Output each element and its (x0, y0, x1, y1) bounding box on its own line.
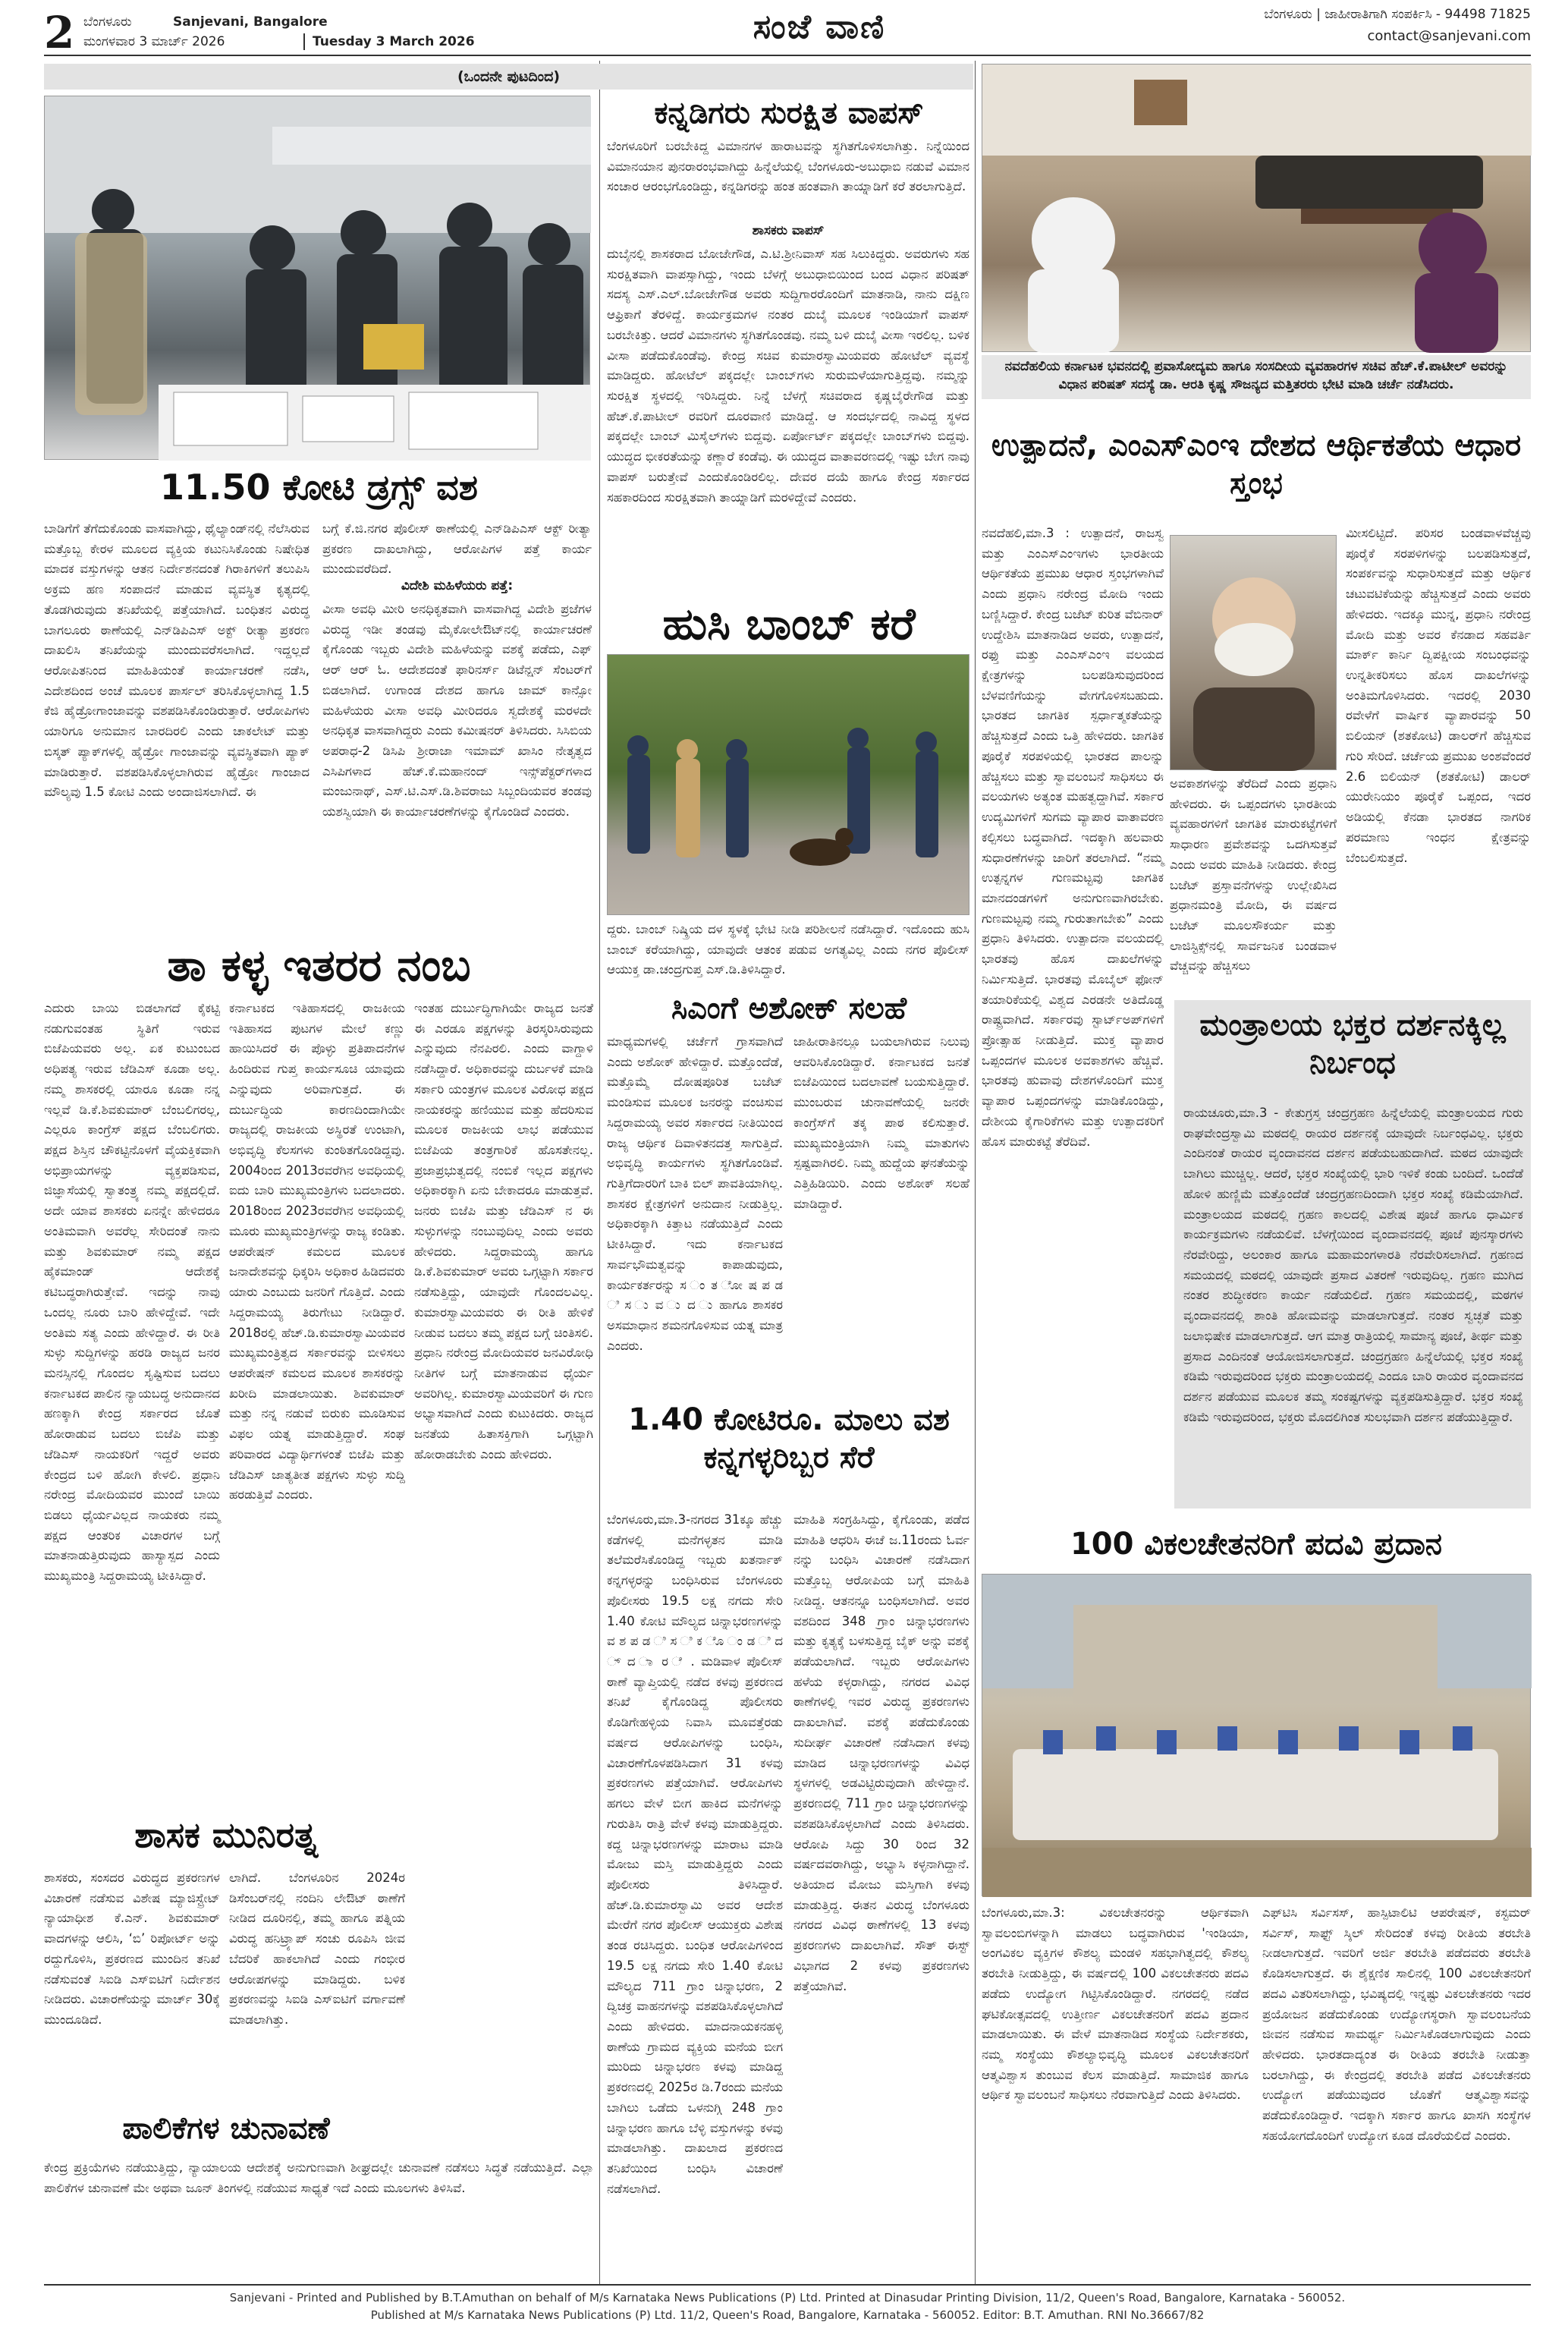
police-officers-illustration (45, 96, 591, 461)
story-drugs-col-a: ಬಾಡಿಗೆಗೆ ತೆಗೆದುಕೊಂಡು ವಾಸವಾಗಿದ್ದು, ಥೈಲ್ಯಾಂಡ್‌ನಲ್ಲಿ ನೆಲೆಸಿರುವ ಮತ್ತೊಬ್ಬ ಕೇರಳ ಮೂಲದ ವ್ಯಕ್ತಿಯ ಕಟುನಿಸಿಕೊಂಡು ನಿಷೇಧಿತ ಮಾದಕ ವಸ್ತುಗಳನ್ನು ಆತನ ನಿರ್ದೇಶನದಂತೆ ಗಿರಾಕಿಗಳಿಗೆ ತಲುಪಿಸಿ ಅಕ್ರಮ ಹಣ ಸಂಪಾದನೆ ಮಾಡುವ ವ್ಯವಸ್ಥಿತ ಕೃತ್ಯದಲ್ಲಿ ತೊಡಗಿರುವುದು ತನಿಖೆಯಲ್ಲಿ ಪತ್ತೆಯಾಗಿದೆ. ಬಂಧಿತನ ವಿರುದ್ಧ ಬಾಗಲೂರು ಠಾಣೆಯಲ್ಲಿ ಎನ್‌ಡಿಪಿಎಸ್ ಅಕ್ಟ್ ರೀತ್ಯಾ ಪ್ರಕರಣ ದಾಖಲಿಸಿ ತನಿಖೆಯನ್ನು ಮುಂದುವರೆಸಲಾಗಿದೆ. ಇದ್ದಲ್ಲದೆ ಆರೋಪಿತನಿಂದ ಮಾಹಿತಿಯಂತೆ ಕಾರ್ಯಾಚರಣೆ ನಡೆಸಿ, ಎದೇಶದಿಂದ ಅಂಚೆ ಮೂಲಕ ಪಾರ್ಸಲ್ ತರಿಸಿಕೊಳ್ಳಲಾಗಿದ್ದ 1.5 ಕೆಜಿ ಹೈಡ್ರೋಗಾಂಜಾವನ್ನು ವಶಪಡಿಸಿಕೊಂಡಿರುತ್ತಾರೆ. ಆರೋಪಿಗಳು ಯಾರಿಗೂ ಅನುಮಾನ ಬಾರದಿರಲಿ ಎಂದು ಚಾಕಲೇಟ್ ಮತ್ತು ಬಿಸ್ಕತ್ ಪ್ಯಾಕ್‌ಗಳಲ್ಲಿ ಹೈಡ್ರೋ ಗಾಂಜಾವನ್ನು ವ್ಯವಸ್ಥಿತವಾಗಿ ಪ್ಯಾಕ್ ಮಾಡಿರುತ್ತಾರೆ. ವಶಪಡಿಸಿಕೊಳ್ಳಲಾಗಿರುವ ಹೈಡ್ರೋ ಗಾಂಜಾದ ಮೌಲ್ಯವು 1.5 ಕೋಟಿ ಎಂದು ಅಂದಾಜಿಸಲಾಗಿದೆ. ಈ (44, 521, 310, 800)
meeting-room-illustration (982, 64, 1532, 353)
headline-drugs-seized: 11.50 ಕೋಟಿ ಡ್ರಗ್ಸ್ ವಶ (160, 467, 478, 508)
column-rule-2 (975, 61, 976, 2284)
headline-kannadigas-return: ಕನ್ನಡಿಗರು ಸುರಕ್ಷಿತ ವಾಪಸ್ (654, 96, 924, 131)
footer-rule (44, 2284, 1531, 2286)
footer-imprint (44, 2289, 1531, 2323)
story-ashok-col-b: ಜಾಹೀರಾತಿನಲ್ಲೂ ಬಯಲಾಗಿರುವ ನಿಲುವು ಆವರಿಸಿಕೊಂಡಿದ್ದಾರೆ. ಕರ್ನಾಟಕದ ಜನತೆ ಬಿಜೆಪಿಯಿಂದ ಬದಲಾವಣೆ ಬಯಸುತ್ತಿದ್ದಾರೆ. ಮುಂಬರುವ ಚುನಾವಣೆಯಲ್ಲಿ ಜನರೇ ಕಾಂಗ್ರೆಸ್‌ಗೆ ತಕ್ಕ ಪಾಠ ಕಲಿಸುತ್ತಾರೆ. ಮುಖ್ಯಮಂತ್ರಿಯಾಗಿ ನಿಮ್ಮ ಮಾತುಗಳು ಸ್ಪಷ್ಟವಾಗಿರಲಿ. ನಿಮ್ಮ ಹುದ್ದೆಯ ಘನತೆಯನ್ನು ಎತ್ತಿಹಿಡಿಯಿರಿ. ಎಂದು ಅಶೋಕ್ ಸಲಹೆ ಮಾಡಿದ್ದಾರೆ. (793, 1034, 969, 1211)
header-date-kn: ಮಂಗಳವಾರ 3 ಮಾರ್ಚ್ 2026 (83, 34, 225, 49)
story-graduation-col-a: ಬೆಂಗಳೂರು,ಮಾ.3: ವಿಕಲಚೇತನರನ್ನು ಆರ್ಥಿಕವಾಗಿ ಸ್ವಾವಲಂಬಿಗಳನ್ನಾಗಿ ಮಾಡಲು ಬದ್ಧವಾಗಿರುವ 'ಇಂಡಿಯಾ, ಅಂಗವಿಕಲ ವ್ಯಕ್ತಿಗಳ ಕೌಶಲ್ಯ ಮಂಡಳಿ ಸಹಭಾಗಿತ್ವದಲ್ಲಿ ಕೌಶಲ್ಯ ತರಬೇತಿ ನೀಡುತ್ತಿದ್ದು, ಈ ವರ್ಷದಲ್ಲಿ 100 ವಿಕಲಚೇತನರು ಪದವಿ ಪಡೆದು ಉದ್ಯೋಗ ಗಿಟ್ಟಿಸಿಕೊಂಡಿದ್ದಾರೆ. ನಗರದಲ್ಲಿ ನಡೆದ ಘಟಿಕೋತ್ಸವದಲ್ಲಿ ಉತ್ತೀರ್ಣ ವಿಕಲಚೇತನರಿಗೆ ಪದವಿ ಪ್ರದಾನ ಮಾಡಲಾಯಿತು. ಈ ವೇಳೆ ಮಾತನಾಡಿದ ಸಂಸ್ಥೆಯ ನಿರ್ದೇಶಕರು, ನಮ್ಮ ಸಂಸ್ಥೆಯು ಕೌಶಲ್ಯಾಭಿವೃದ್ಧಿ ಮೂಲಕ ವಿಕಲಚೇತನರಿಗೆ ಆತ್ಮವಿಶ್ವಾಸ ತುಂಬುವ ಕೆಲಸ ಮಾಡುತ್ತಿದೆ. ಸಾಮಾಜಿಕ ಹಾಗೂ ಆರ್ಥಿಕ ಸ್ವಾವಲಂಬನೆ ಸಾಧಿಸಲು ನೆರವಾಗುತ್ತಿದೆ ಎಂದು ತಿಳಿಸಿದರು. (982, 1905, 1249, 2103)
story-drugs-col-b-intro: ಬಗ್ಗೆ ಕೆ.ಜಿ.ನಗರ ಪೊಲೀಸ್ ಠಾಣೆಯಲ್ಲಿ ಎನ್‌ಡಿಪಿಎಸ್ ಆಕ್ಟ್ ರೀತ್ಯಾ ಪ್ರಕರಣ ದಾಖಲಾಗಿದ್ದು, ಆರೋಪಿಗಳ ಪತ್ತೆ ಕಾರ್ಯ ಮುಂದುವರೆದಿದೆ. (322, 521, 592, 577)
footer-line-1: Sanjevani - Printed and Published by B.T.Amuthan on behalf of M/s Karnataka News Publications (P) Ltd. Printed at Dinasudar Printing Division, 11/2, Queen's Road, Bangalore, Karnataka - 560052. (229, 2291, 1346, 2305)
story-ashok-col-a: ಮಾಧ್ಯಮಗಳಲ್ಲಿ ಚರ್ಚೆಗೆ ಗ್ರಾಸವಾಗಿದೆ ಎಂದು ಅಶೋಕ್ ಹೇಳಿದ್ದಾರೆ. ಮತ್ತೊಂದೆಡೆ, ಮತ್ತೊಮ್ಮೆ ದೋಷಪೂರಿತ ಬಜೆಟ್ ಮಂಡಿಸುವ ಮೂಲಕ ಜನರನ್ನು ವಂಚಿಸುವ ಸಿದ್ದರಾಮಯ್ಯ ಅವರ ಸರ್ಕಾರದ ನೀತಿಯಿಂದ ರಾಜ್ಯ ಆರ್ಥಿಕ ದಿವಾಳಿತನದತ್ತ ಸಾಗುತ್ತಿದೆ. ಅಭಿವೃದ್ಧಿ ಕಾರ್ಯಗಳು ಸ್ಥಗಿತಗೊಂಡಿವೆ. ಗುತ್ತಿಗೆದಾರರಿಗೆ ಬಾಕಿ ಬಿಲ್ ಪಾವತಿಯಾಗಿಲ್ಲ. ಶಾಸಕರ ಕ್ಷೇತ್ರಗಳಿಗೆ ಅನುದಾನ ನೀಡುತ್ತಿಲ್ಲ. ಅಧಿಕಾರಕ್ಕಾಗಿ ಕಿತ್ತಾಟ ನಡೆಯುತ್ತಿದೆ ಎಂದು ಟೀಕಿಸಿದ್ದಾರೆ. ಇದು ಕರ್ನಾಟಕದ ಸಾರ್ವಭೌಮತ್ವವನ್ನು ಕಾಪಾಡುವುದು, ಕಾರ್ಯಕರ್ತರನ್ನು ಸ ಂ ತ ೋ ಷ ಪ ಡ ಿ ಸ ು ವ ು ದ ು ಹಾಗೂ ಶಾಸಕರ ಅಸಮಾಧಾನ ಶಮನಗೊಳಿಸುವ ಯತ್ನ ಮಾತ್ರ ಎಂದರು. (607, 1034, 783, 1353)
headline-burglars-arrested: 1.40 ಕೋಟಿರೂ. ಮಾಲು ವಶ ಕನ್ನಗಳ್ಳರಿಬ್ಬರ ಸೆರೆ (628, 1402, 950, 1475)
story-munirathna-col-b: ಲಾಗಿದೆ. ಬೆಂಗಳೂರಿನ 2024ರ ಡಿಸೆಂಬರ್‌ನಲ್ಲಿ ನಂದಿನಿ ಲೇಔಟ್ ಠಾಣೆಗೆ ನೀಡಿದ ದೂರಿನಲ್ಲಿ, ತಮ್ಮ ಹಾಗೂ ಪತ್ನಿಯ ವಿರುದ್ಧ ಹನಿಟ್ರ್ಯಾಪ್ ಸಂಚು ರೂಪಿಸಿ ಜೀವ ಬೆದರಿಕೆ ಹಾಕಲಾಗಿದೆ ಎಂದು ಗಂಭೀರ ಆರೋಪಗಳನ್ನು ಮಾಡಿದ್ದರು. ಬಳಿಕ ಪ್ರಕರಣವನ್ನು ಸಿಐಡಿ ಎಸ್‌ಐಟಿಗೆ ವರ್ಗಾವಣೆ ಮಾಡಲಾಗಿತ್ತು. (229, 1870, 405, 2028)
headline-hoax-bomb-call: ಹುಸಿ ಬಾಂಬ್ ಕರೆ (662, 598, 916, 650)
headline-mla-munirathna: ಶಾಸಕ ಮುನಿರತ್ನ (134, 1814, 318, 1855)
story-civic-polls: ಕೇಂದ್ರ ಪ್ರಕ್ರಿಯೆಗಳು ನಡೆಯುತ್ತಿದ್ದು, ನ್ಯಾಯಾಲಯ ಆದೇಶಕ್ಕೆ ಅನುಗುಣವಾಗಿ ಶೀಘ್ರದಲ್ಲೇ ಚುನಾವಣೆ ನಡೆಸಲು ಸಿದ್ಧತೆ ನಡೆಯುತ್ತಿದೆ. ಎಲ್ಲಾ ಪಾಲಿಕೆಗಳ ಚುನಾವಣೆ ಮೇ ಅಥವಾ ಜೂನ್ ತಿಂಗಳಲ್ಲಿ ನಡೆಯುವ ಸಾಧ್ಯತೆ ಇದೆ ಎಂದು ಮೂಲಗಳು ತಿಳಿಸಿವೆ. (44, 2160, 594, 2195)
graduation-group-photo (982, 1574, 1531, 1896)
column-rule-1 (599, 61, 600, 2284)
story-burglars-col-b: ಮಾಹಿತಿ ಸಂಗ್ರಹಿಸಿದ್ದು, ಕೈಗೊಂಡು, ಪಡೆದ ಮಾಹಿತಿ ಆಧರಿಸಿ ಈಚೆ ಜ.11ರಂದು ಓರ್ವ ನನ್ನು ಬಂಧಿಸಿ ವಿಚಾರಣೆ ನಡೆಸಿದಾಗ ಮತ್ತೊಬ್ಬ ಆರೋಪಿಯ ಬಗ್ಗೆ ಮಾಹಿತಿ ನೀಡಿದ್ದ. ಆತನನ್ನೂ ಬಂಧಿಸಲಾಗಿದೆ. ಅವರ ವಶದಿಂದ 348 ಗ್ರಾಂ ಚಿನ್ನಾಭರಣಗಳು ಮತ್ತು ಕೃತ್ಯಕ್ಕೆ ಬಳಸುತ್ತಿದ್ದ ಬೈಕ್ ಅನ್ನು ವಶಕ್ಕೆ ಪಡೆಯಲಾಗಿದೆ. ಇಬ್ಬರು ಆರೋಪಿಗಳು ಹಳೆಯ ಕಳ್ಳರಾಗಿದ್ದು, ನಗರದ ವಿವಿಧ ಠಾಣೆಗಳಲ್ಲಿ ಇವರ ವಿರುದ್ಧ ಪ್ರಕರಣಗಳು ದಾಖಲಾಗಿವೆ. ವಶಕ್ಕೆ ಪಡೆದುಕೊಂಡು ಸುದೀರ್ಘ ವಿಚಾರಣೆ ನಡೆಸಿದಾಗ ಕಳವು ಮಾಡಿದ ಚಿನ್ನಾಭರಣಗಳನ್ನು ವಿವಿಧ ಸ್ಥಳಗಳಲ್ಲಿ ಅಡವಿಟ್ಟಿರುವುದಾಗಿ ಹೇಳಿದ್ದಾನೆ. ಪ್ರಕರಣದಲ್ಲಿ 711 ಗ್ರಾಂ ಚಿನ್ನಾಭರಣಗಳನ್ನು ವಶಪಡಿಸಿಕೊಳ್ಳಲಾಗಿದೆ ಎಂದು ತಿಳಿಸಿದರು. ಆರೋಪಿ ಸಿದ್ದು 30 ರಿಂದ 32 ವರ್ಷದವರಾಗಿದ್ದು, ಅಭ್ಯಾಸಿ ಕಳ್ಳನಾಗಿದ್ದಾನೆ. ಅತಿಯಾದ ಮೋಜು ಮಸ್ತಿಗಾಗಿ ಕಳವು ಮಾಡುತ್ತಿದ್ದ. ಈತನ ವಿರುದ್ಧ ಬೆಂಗಳೂರು ನಗರದ ವಿವಿಧ ಠಾಣೆಗಳಲ್ಲಿ 13 ಕಳವು ಪ್ರಕರಣಗಳು ದಾಖಲಾಗಿವೆ. ಸೌತ್ ಈಸ್ಟ್ ವಿಭಾಗದ 2 ಕಳವು ಪ್ರಕರಣಗಳು ಪತ್ತೆಯಾಗಿವೆ. (793, 1512, 969, 1993)
subhead-foreign-women: ವಿದೇಶಿ ಮಹಿಳೆಯರು ಪತ್ತೆ: (401, 578, 514, 593)
header-contact-email: contact@sanjevani.com (1367, 28, 1531, 44)
bomb-squad-illustration (608, 655, 970, 916)
story-mantralaya: ರಾಯಚೂರು,ಮಾ.3 - ಕೇತುಗ್ರಸ್ತ ಚಂದ್ರಗ್ರಹಣ ಹಿನ್ನೆಲೆಯಲ್ಲಿ ಮಂತ್ರಾಲಯದ ಗುರು ರಾಘವೇಂದ್ರಸ್ವಾಮಿ ಮಠದಲ್ಲಿ ರಾಯರ ದರ್ಶನಕ್ಕೆ ಯಾವುದೇ ನಿರ್ಬಂಧವಿಲ್ಲ. ಭಕ್ತರು ಎಂದಿನಂತೆ ರಾಯರ ವೃಂದಾವನದ ದರ್ಶನ ಪಡೆಯಬಹುದಾಗಿದೆ. ಮಠದ ಯಾವುದೇ ಬಾಗಿಲು ಮುಚ್ಚಿಲ್ಲ. ಆದರೆ, ಭಕ್ತರ ಸಂಖ್ಯೆಯಲ್ಲಿ ಭಾರಿ ಇಳಿಕೆ ಕಂಡು ಬಂದಿದೆ. ಒಂದೆಡೆ ಹೋಳಿ ಹುಣ್ಣಿಮೆ ಮತ್ತೊಂದೆಡೆ ಚಂದ್ರಗ್ರಹಣದಿಂದಾಗಿ ಭಕ್ತರ ಸಂಖ್ಯೆ ಕಡಿಮೆಯಾಗಿದೆ. ಮಂತ್ರಾಲಯದ ಮಠದಲ್ಲಿ ಗ್ರಹಣ ಕಾಲದಲ್ಲಿ ವಿಶೇಷ ಪೂಜೆ ಹಾಗೂ ಧಾರ್ಮಿಕ ಕಾರ್ಯಕ್ರಮಗಳು ನಡೆಯಲಿವೆ. ಬೆಳಗ್ಗೆಯಿಂದ ವೃಂದಾವನದಲ್ಲಿ ಪೂಜೆ ಪುನಸ್ಕಾರಗಳು ನೆರವೇರಿದ್ದು, ಅಲಂಕಾರ ಹಾಗೂ ಮಹಾಮಂಗಳಾರತಿ ನೆರವೇರಿಸಲಾಗಿದೆ. ಗ್ರಹಣದ ಸಮಯದಲ್ಲಿ ಮಠದಲ್ಲಿ ಯಾವುದೇ ಪ್ರಸಾದ ವಿತರಣೆ ಇರುವುದಿಲ್ಲ. ಗ್ರಹಣ ಮುಗಿದ ನಂತರ ಶುದ್ಧೀಕರಣ ಕಾರ್ಯ ನಡೆಯಲಿದೆ. ಗ್ರಹಣ ಸಮಯದಲ್ಲಿ, ಮಠಗಳ ವೃಂದಾವನದಲ್ಲಿ ಶಾಂತಿ ಹೋಮವನ್ನು ಮಾಡಲಾಗುತ್ತದೆ. ನಂತರ ಸ್ವಚ್ಛತೆ ಮತ್ತು ಜಲಾಭಿಷೇಕ ಮಾಡಲಾಗುತ್ತದೆ. ಆಗ ಮಾತ್ರ ರಾತ್ರಿಯಲ್ಲಿ ಸಾಮಾನ್ಯ ಪೂಜೆ, ತೀರ್ಥ ಮತ್ತು ಪ್ರಸಾದ ಎಂದಿನಂತೆ ಆಯೋಜಿಸಲಾಗುತ್ತದೆ. ಚಂದ್ರಗ್ರಹಣ ಹಿನ್ನೆಲೆಯಲ್ಲಿ ಭಕ್ತರ ಸಂಖ್ಯೆ ಕಡಿಮೆ ಇರುವುದರಿಂದ ಭಕ್ತರು ಮಂತ್ರಾಲಯದಲ್ಲಿ ಎಂದೂ ಬಾರಿ ರಾಯರ ವೃಂದಾವನದ ದರ್ಶನ ಪಡೆಯುವ ಮೂಲಕ ತಮ್ಮ ಸಂಕಷ್ಟಗಳನ್ನು ವ್ಯಕ್ತಪಡಿಸುತ್ತಿದ್ದಾರೆ. ಭಕ್ತರ ಸಂಖ್ಯೆ ಕಡಿಮೆ ಇರುವುದರಿಂದ, ಭಕ್ತರು ಮೊದಲಿಗಿಂತ ಸುಲಭವಾಗಿ ದರ್ಶನ ಪಡೆಯುತ್ತಿದ್ದಾರೆ. (1183, 1106, 1523, 1424)
photo-caption-meeting: ನವದೆಹಲಿಯ ಕರ್ನಾಟಕ ಭವನದಲ್ಲಿ ಪ್ರವಾಸೋದ್ಯಮ ಹಾಗೂ ಸಂಸದೀಯ ವ್ಯವಹಾರಗಳ ಸಚಿವ ಹೆಚ್.ಕೆ.ಪಾಟೀಲ್ ಅವರನ್ನು ವಿಧಾನ ಪರಿಷತ್ ಸದಸ್ಯೆ ಡಾ. ಆರತಿ ಕೃಷ್ಣ ಸೌಜನ್ಯದ ಮತ್ತಿತರರು ಭೇಟಿ ಮಾಡಿ ಚರ್ಚೆ ನಡೆಸಿದರು. (982, 355, 1531, 399)
story-burglars-col-a: ಬೆಂಗಳೂರು,ಮಾ.3-ನಗರದ 31ಕ್ಕೂ ಹೆಚ್ಚು ಕಡೆಗಳಲ್ಲಿ ಮನೆಗಳ್ಳತನ ಮಾಡಿ ತಲೆಮರೆಸಿಕೊಂಡಿದ್ದ ಇಬ್ಬರು ಖತರ್ನಾಕ್ ಕನ್ನಗಳ್ಳರನ್ನು ಬಂಧಿಸಿರುವ ಬೆಂಗಳೂರು ಪೊಲೀಸರು 19.5 ಲಕ್ಷ ನಗದು ಸೇರಿ 1.40 ಕೋಟಿ ಮೌಲ್ಯದ ಚಿನ್ನಾಭರಣಗಳನ್ನು ವ ಶ ಪ ಡ ಿ ಸ ಿ ಕ ೊ ಂ ಡ ಿ ದ ್ ದ ಾ ರ ೆ . ಮಡಿವಾಳ ಪೊಲೀಸ್ ಠಾಣೆ ವ್ಯಾಪ್ತಿಯಲ್ಲಿ ನಡೆದ ಕಳವು ಪ್ರಕರಣದ ತನಿಖೆ ಕೈಗೊಂಡಿದ್ದ ಪೊಲೀಸರು ಕೊಡಿಗೇಹಳ್ಳಿಯ ನಿವಾಸಿ ಮೂವತ್ತೆರಡು ವರ್ಷದ ಆರೋಪಿಗಳನ್ನು ಬಂಧಿಸಿ, ವಿಚಾರಣೆಗೊಳಪಡಿಸಿದಾಗ 31 ಕಳವು ಪ್ರಕರಣಗಳು ಪತ್ತೆಯಾಗಿವೆ. ಆರೋಪಿಗಳು ಹಗಲು ವೇಳೆ ಬೀಗ ಹಾಕಿದ ಮನೆಗಳನ್ನು ಗುರುತಿಸಿ ರಾತ್ರಿ ವೇಳೆ ಕಳವು ಮಾಡುತ್ತಿದ್ದರು. ಕದ್ದ ಚಿನ್ನಾಭರಣಗಳನ್ನು ಮಾರಾಟ ಮಾಡಿ ಮೋಜು ಮಸ್ತಿ ಮಾಡುತ್ತಿದ್ದರು ಎಂದು ಪೊಲೀಸರು ತಿಳಿಸಿದ್ದಾರೆ. ಹೆಚ್.ಡಿ.ಕುಮಾರಸ್ವಾಮಿ ಅವರ ಆದೇಶ ಮೇರೆಗೆ ನಗರ ಪೊಲೀಸ್ ಆಯುಕ್ತರು ವಿಶೇಷ ತಂಡ ರಚಿಸಿದ್ದರು. ಬಂಧಿತ ಆರೋಪಿಗಳಿಂದ 19.5 ಲಕ್ಷ ನಗದು ಸೇರಿ 1.40 ಕೋಟಿ ಮೌಲ್ಯದ 711 ಗ್ರಾಂ ಚಿನ್ನಾಭರಣ, 2 ದ್ವಿಚಕ್ರ ವಾಹನಗಳನ್ನು ವಶಪಡಿಸಿಕೊಳ್ಳಲಾಗಿದೆ ಎಂದು ಹೇಳಿದರು. ಮಾದನಾಯಕನಹಳ್ಳಿ ಠಾಣೆಯ ಗ್ರಾಮದ ವ್ಯಕ್ತಿಯ ಮನೆಯ ಬೀಗ ಮುರಿದು ಚಿನ್ನಾಭರಣ ಕಳವು ಮಾಡಿದ್ದ ಪ್ರಕರಣದಲ್ಲಿ 2025ರ ಡಿ.7ರಂದು ಮನೆಯ ಬಾಗಿಲು ಒಡೆದು ಒಳನುಗ್ಗಿ 248 ಗ್ರಾಂ ಚಿನ್ನಾಭರಣ ಹಾಗೂ ಬೆಳ್ಳಿ ವಸ್ತುಗಳನ್ನು ಕಳವು ಮಾಡಲಾಗಿತ್ತು. ದಾಖಲಾದ ಪ್ರಕರಣದ ತನಿಖೆಯಿಂದ ಬಂಧಿಸಿ ವಿಚಾರಣೆ ನಡೆಸಲಾಗಿದೆ. (607, 1512, 783, 2196)
drug-seizure-photo (44, 96, 590, 460)
header-city-en: Sanjevani, Bangalore (173, 14, 328, 30)
headline-civic-polls: ಪಾಲಿಕೆಗಳ ಚುನಾವಣೆ (122, 2111, 330, 2146)
headline-graduation: 100 ವಿಕಲಚೇತನರಿಗೆ ಪದವಿ ಪ್ರದಾನ (1070, 1527, 1443, 1562)
subhead-mlas-return: ಶಾಸಕರು ವಾಪಸ್ (752, 223, 825, 238)
group-photo-illustration (982, 1575, 1532, 1897)
footer-line-2: Published at M/s Karnataka News Publications (P) Ltd. 11/2, Queen's Road, Bangalore, Karnataka - 560052. Editor: B.T. Amuthan. RNI No.36667/82 (370, 2308, 1205, 2322)
headline-msme-pillar: ಉತ್ಪಾದನೆ, ಎಂಎಸ್‌ಎಂಇ ದೇಶದ ಆರ್ಥಿಕತೆಯ ಆಧಾರ ಸ್ತಂಭ (991, 428, 1522, 501)
story-munirathna-col-a: ಶಾಸಕರು, ಸಂಸದರ ವಿರುದ್ಧದ ಪ್ರಕರಣಗಳ ವಿಚಾರಣೆ ನಡೆಸುವ ವಿಶೇಷ ಮ್ಯಾಜಿಸ್ಟ್ರೇಟ್ ನ್ಯಾಯಾಧೀಶ ಕೆ.ಎನ್. ಶಿವಕುಮಾರ್ ವಾದಗಳನ್ನು ಆಲಿಸಿ, ‘ಬಿ’ ರಿಪೋರ್ಟ್ ಅನ್ನು ರದ್ದುಗೊಳಿಸಿ, ಪ್ರಕರಣದ ಮುಂದಿನ ತನಿಖೆ ನಡೆಸುವಂತೆ ಸಿಐಡಿ ಎಸ್‌ಐಟಿಗೆ ನಿರ್ದೇಶನ ನೀಡಿದರು. ವಿಚಾರಣೆಯನ್ನು ಮಾರ್ಚ್ 30ಕ್ಕೆ ಮುಂದೂಡಿದೆ. (44, 1870, 220, 2028)
story-cm-col-a: ಎದುರು ಬಾಯಿ ಬಿಡಲಾಗದೆ ಕೈಕಟ್ಟಿ ನಡುಗುವಂತಹ ಸ್ಥಿತಿಗೆ ಇರುವ ಬಿಜೆಪಿಯವರು ಅಲ್ಲ. ಏಕ ಕುಟುಂಬದ ಅಧಿಪತ್ಯ ಇರುವ ಜೆಡಿಎಸ್ ಕೂಡಾ ಅಲ್ಲ. ನಮ್ಮ ಶಾಸಕರಲ್ಲಿ ಯಾರೂ ಕೂಡಾ ನನ್ನ ಇಲ್ಲವೆ ಡಿ.ಕೆ.ಶಿವಕುಮಾರ್ ಬೆಂಬಲಿಗರಲ್ಲ, ಎಲ್ಲರೂ ಕಾಂಗ್ರೆಸ್ ಪಕ್ಷದ ಬೆಂಬಲಿಗರು. ಪಕ್ಷದ ಶಿಸ್ತಿನ ಚೌಕಟ್ಟಿನೊಳಗೆ ವೈಯಕ್ತಿಕವಾಗಿ ಅಭಿಪ್ರಾಯಗಳನ್ನು ವ್ಯಕ್ತಪಡಿಸುವ, ಜಿಜ್ಞಾಸೆಯಲ್ಲಿ ಸ್ವಾತಂತ್ರ್ಯ ನಮ್ಮ ಪಕ್ಷದಲ್ಲಿದೆ. ಅದೇ ಯಾವ ಶಾಸಕರು ಏನನ್ನೇ ಹೇಳಿದರೂ ಅಂತಿಮವಾಗಿ ಅವರೆಲ್ಲ ಸೇರಿದಂತೆ ನಾನು ಮತ್ತು ಶಿವಕುಮಾರ್ ನಮ್ಮ ಪಕ್ಷದ ಹೈಕಮಾಂಡ್ ಆದೇಶಕ್ಕೆ ಕಟಿಬದ್ಧರಾಗಿರುತ್ತೇವೆ. ಇದನ್ನು ನಾವು ಒಂದಲ್ಲ ನೂರು ಬಾರಿ ಹೇಳಿದ್ದೇವೆ. ಇದೇ ಅಂತಿಮ ಸತ್ಯ ಎಂದು ಹೇಳಿದ್ದಾರೆ. ಈ ರೀತಿ ಸುಳ್ಳು ಸುದ್ದಿಗಳನ್ನು ಹರಡಿ ರಾಜ್ಯದ ಜನರ ಮನಸ್ಸಿನಲ್ಲಿ ಗೊಂದಲ ಸೃಷ್ಟಿಸುವ ಬದಲು ಕರ್ನಾಟಕದ ಪಾಲಿನ ನ್ಯಾಯಬದ್ಧ ಅನುದಾನದ ಹಣಕ್ಕಾಗಿ ಕೇಂದ್ರ ಸರ್ಕಾರದ ಜೊತೆ ಹೋರಾಡುವ ಬದಲು ಬಿಜೆಪಿ ಮತ್ತು ಜೆಡಿಎಸ್ ನಾಯಕರಿಗೆ ಇದ್ದರೆ ಅವರು ಕೇಂದ್ರದ ಬಳಿ ಹೋಗಿ ಕೇಳಲಿ. ಪ್ರಧಾನಿ ನರೇಂದ್ರ ಮೋದಿಯವರ ಮುಂದೆ ಬಾಯಿ ಬಿಡಲು ಧೈರ್ಯವಿಲ್ಲದ ನಾಯಕರು ನಮ್ಮ ಪಕ್ಷದ ಆಂತರಿಕ ವಿಚಾರಗಳ ಬಗ್ಗೆ ಮಾತನಾಡುತ್ತಿರುವುದು ಹಾಸ್ಯಾಸ್ಪದ ಎಂದು ಮುಖ್ಯಮಂತ್ರಿ ಸಿದ್ದರಾಮಯ್ಯ ಟೀಕಿಸಿದ್ದಾರೆ. (44, 1001, 220, 1584)
header-city-kn: ಬೆಂಗಳೂರು (83, 14, 132, 30)
story-hoax-bomb: ದ್ದರು. ಬಾಂಬ್ ನಿಷ್ಕ್ರಿಯ ದಳ ಸ್ಥಳಕ್ಕೆ ಭೇಟಿ ನೀಡಿ ಪರಿಶೀಲನೆ ನಡೆಸಿದ್ದಾರೆ. ಇದೊಂದು ಹುಸಿ ಬಾಂಬ್ ಕರೆಯಾಗಿದ್ದು, ಯಾವುದೇ ಆತಂಕ ಪಡುವ ಅಗತ್ಯವಿಲ್ಲ ಎಂದು ನಗರ ಪೊಲೀಸ್ ಆಯುಕ್ತ ಡಾ.ಚಂದ್ರಗುಪ್ತ ಎಸ್.ಡಿ.ತಿಳಿಸಿದ್ದಾರೆ. (607, 922, 969, 977)
story-msme-col-c: ಮೀಸಲಿಟ್ಟಿದೆ. ಪರಿಸರ ಬಂಡವಾಳವೆಚ್ಚವು ಪೂರೈಕೆ ಸರಪಳಿಗಳನ್ನು ಬಲಪಡಿಸುತ್ತದೆ, ಸಂಪರ್ಕವನ್ನು ಸುಧಾರಿಸುತ್ತದೆ ಮತ್ತು ಆರ್ಥಿಕ ಚಟುವಟಿಕೆಯನ್ನು ಹೆಚ್ಚಿಸುತ್ತದೆ ಎಂದು ಅವರು ಹೇಳಿದರು. ಇದಕ್ಕೂ ಮುನ್ನ, ಪ್ರಧಾನಿ ನರೇಂದ್ರ ಮೋದಿ ಮತ್ತು ಅವರ ಕೆನಡಾದ ಸಹವರ್ತಿ ಮಾರ್ಕ್ ಕಾರ್ನಿ ದ್ವಿಪಕ್ಷೀಯ ಸಂಬಂಧವನ್ನು ಉನ್ನತೀಕರಿಸಲು ಹೊಸ ದಾಖಲೆಗಳನ್ನು ಅಂತಿಮಗೊಳಿಸಿದರು. ಇದರಲ್ಲಿ 2030 ರವೇಳೆಗೆ ವಾರ್ಷಿಕ ವ್ಯಾಪಾರವನ್ನು 50 ಬಿಲಿಯನ್ (ಶತಕೋಟಿ) ಡಾಲರ್‌ಗೆ ಹೆಚ್ಚಿಸುವ ಗುರಿ ಸೇರಿದೆ. ಚರ್ಚೆಯ ಪ್ರಮುಖ ಅಂಶವೆಂದರೆ 2.6 ಬಿಲಿಯನ್ (ಶತಕೋಟಿ) ಡಾಲರ್ ಯುರೇನಿಯಂ ಪೂರೈಕೆ ಒಪ್ಪಂದ, ಇದರ ಅಡಿಯಲ್ಲಿ ಕೆನಡಾ ಭಾರತದ ನಾಗರಿಕ ಪರಮಾಣು ಇಂಧನ ಕ್ಷೇತ್ರವನ್ನು ಬೆಂಬಲಿಸುತ್ತದೆ. (1346, 526, 1531, 865)
story-return-body: ದುಬೈನಲ್ಲಿ ಶಾಸಕರಾದ ಬೋಜೇಗೌಡ, ಎ.ಟಿ.ಶ್ರೀನಿವಾಸ್ ಸಹ ಸಿಲುಕಿದ್ದರು. ಅವರುಗಳು ಸಹ ಸುರಕ್ಷಿತವಾಗಿ ವಾಪಸ್ಸಾಗಿದ್ದು, ಇಂದು ಬೆಳಗ್ಗೆ ಅಬುಧಾಬಿಯಿಂದ ಬಂದ ವಿಧಾನ ಪರಿಷತ್ ಸದಸ್ಯ ಎಸ್.ಎಲ್.ಬೋಜೇಗೌಡ ಅವರು ಸುದ್ದಿಗಾರರೊಂದಿಗೆ ಮಾತನಾಡಿ, ನಾನು ದಕ್ಷಿಣ ಆಫ್ರಿಕಾಗೆ ತೆರಳಿದ್ದೆ. ಕಾರ್ಯಕ್ರಮಗಳ ನಂತರ ದುಬೈ ಮೂಲಕ ಇಂಡಿಯಾಗೆ ವಾಪಸ್ ಬರಬೇಕಿತ್ತು. ಆದರೆ ವಿಮಾನಗಳು ಸ್ಥಗಿತಗೊಂಡವು. ನಮ್ಮ ಬಳಿ ದುಬೈ ವೀಸಾ ಇರಲಿಲ್ಲ. ಬಳಿಕ ವೀಸಾ ಪಡೆದುಕೊಂಡೆವು. ಕೇಂದ್ರ ಸಚಿವ ಕುಮಾರಸ್ವಾಮಿಯವರು ಹೋಟೆಲ್ ವ್ಯವಸ್ಥೆ ಮಾಡಿದ್ದರು. ಹೋಟೆಲ್ ಪಕ್ಕದಲ್ಲೇ ಬಾಂಬ್‌ಗಳು ಸುರುಮಳೆಯಾಗುತ್ತಿದ್ದವು. ನಮ್ಮನ್ನು ಸುರಕ್ಷಿತ ಸ್ಥಳದಲ್ಲಿ ಇರಿಸಿದ್ದರು. ನಿನ್ನೆ ಬೆಳಗ್ಗೆ ಸಚಿವರಾದ ಕೃಷ್ಣಬೈರೇಗೌಡ ಮತ್ತು ಹೆಚ್.ಕೆ.ಪಾಟೀಲ್ ರವರಿಗೆ ದೂರವಾಣಿ ಮಾಡಿದ್ದೆ. ಆ ಸಂದರ್ಭದಲ್ಲಿ ನಾವಿದ್ದ ಸ್ಥಳದ ಪಕ್ಕದಲ್ಲೇ ಬಾಂಬ್ ಮಿಸೈಲ್‌ಗಳು ಬಿದ್ದವು. ಏರ್ಪೋರ್ಟ್ ಪಕ್ಕದಲ್ಲೇ ಬಾಂಬ್‌ಗಳು ಬಿದ್ದವು. ಯುದ್ಧದ ಭೀಕರತೆಯನ್ನು ಕಣ್ಣಾರೆ ಕಂಡೆವು. ಈ ಯುದ್ಧದ ವಾತಾವರಣದಲ್ಲಿ ಇಷ್ಟು ಬೇಗ ನಾವು ವಾಪಸ್ ಬರುತ್ತೇವೆ ಎಂದುಕೊಂಡಿರಲಿಲ್ಲ. ದೇವರ ದಯೆ ಹಾಗೂ ಕೇಂದ್ರ ಸರ್ಕಾರದ ಸಹಕಾರದಿಂದ ಸುರಕ್ಷಿತವಾಗಿ ತಾಯ್ನಾಡಿಗೆ ಮರಳಿದ್ದೇವೆ ಎಂದರು. (607, 247, 969, 505)
header-rule (44, 55, 1531, 56)
story-return-intro: ಬೆಂಗಳೂರಿಗೆ ಬರಬೇಕಿದ್ದ ವಿಮಾನಗಳ ಹಾರಾಟವನ್ನು ಸ್ಥಗಿತಗೊಳಿಸಲಾಗಿತ್ತು. ನಿನ್ನೆಯಿಂದ ವಿಮಾನಯಾನ ಪುನರಾರಂಭವಾಗಿದ್ದು ಹಿನ್ನೆಲೆಯಲ್ಲಿ ಬೆಂಗಳೂರು-ಅಬುಧಾಬಿ ನಡುವೆ ವಿಮಾನ ಸಂಚಾರ ಆರಂಭಗೊಂಡಿದ್ದು, ಕನ್ನಡಿಗರನ್ನು ಹಂತ ಹಂತವಾಗಿ ತಾಯ್ನಾಡಿಗೆ ಕರೆ ತರಲಾಗುತ್ತಿದೆ. (607, 139, 969, 194)
story-msme-col-b: ಅವಕಾಶಗಳನ್ನು ತೆರೆದಿದೆ ಎಂದು ಪ್ರಧಾನಿ ಹೇಳಿದರು. ಈ ಒಪ್ಪಂದಗಳು ಭಾರತೀಯ ವ್ಯವಹಾರಗಳಿಗೆ ಜಾಗತಿಕ ಮಾರುಕಟ್ಟೆಗಳಿಗೆ ಸಾಧಾರಣ ಪ್ರವೇಶವನ್ನು ಒದಗಿಸುತ್ತವೆ ಎಂದು ಅವರು ಮಾಹಿತಿ ನೀಡಿದರು. ಕೇಂದ್ರ ಬಜೆಟ್ ಪ್ರಸ್ತಾವನೆಗಳನ್ನು ಉಲ್ಲೇಖಿಸಿದ ಪ್ರಧಾನಮಂತ್ರಿ ಮೋದಿ, ಈ ವರ್ಷದ ಬಜೆಟ್ ಮೂಲಸೌಕರ್ಯ ಮತ್ತು ಲಾಜಿಸ್ಟಿಕ್ಸ್‌ನಲ್ಲಿ ಸಾರ್ವಜನಿಕ ಬಂಡವಾಳ ವೆಚ್ಚವನ್ನು ಹೆಚ್ಚಿಸಲು (1170, 776, 1337, 974)
continuation-label: (ಒಂದನೇ ಪುಟದಿಂದ) (457, 68, 561, 85)
headline-thief-trusts: ತಾ ಕಳ್ಳ ಇತರರ ನಂಬ (167, 939, 471, 991)
headline-mantralaya: ಮಂತ್ರಾಲಯ ಭಕ್ತರ ದರ್ಶನಕ್ಕಿಲ್ಲ ನಿರ್ಬಂಧ (1199, 1008, 1506, 1081)
header-ads-line: ಬೆಂಗಳೂರು | ಜಾಹೀರಾತಿಗಾಗಿ ಸಂಪರ್ಕಿಸಿ - 94498 71825 (1264, 7, 1531, 22)
header-date-en: Tuesday 3 March 2026 (313, 34, 475, 49)
story-cm-col-c: ಇಂತಹ ದುರ್ಬುದ್ಧಿಗಾಗಿಯೇ ರಾಜ್ಯದ ಜನತೆ ಈ ಎರಡೂ ಪಕ್ಷಗಳನ್ನು ತಿರಸ್ಕರಿಸಿರುವುದು ಎನ್ನುವುದು ನೆನಪಿರಲಿ. ಎಂದು ವಾಗ್ದಾಳಿ ನಡೆಸಿದ್ದಾರೆ. ಅಧಿಕಾರವನ್ನು ದುರ್ಬಳಕೆ ಮಾಡಿ ಸರ್ಕಾರಿ ಯಂತ್ರಗಳ ಮೂಲಕ ವಿರೋಧ ಪಕ್ಷದ ನಾಯಕರನ್ನು ಹಣಿಯುವ ಮತ್ತು ಹೆದರಿಸುವ ಮೂಲಕ ರಾಜಕೀಯ ಲಾಭ ಪಡೆಯುವ ಬಿಜೆಪಿಯ ತಂತ್ರಗಾರಿಕೆ ಹೊಸತೇನಲ್ಲ. ಪ್ರಜಾಪ್ರಭುತ್ವದಲ್ಲಿ ನಂಬಿಕೆ ಇಲ್ಲದ ಪಕ್ಷಗಳು ಅಧಿಕಾರಕ್ಕಾಗಿ ಏನು ಬೇಕಾದರೂ ಮಾಡುತ್ತವೆ. ಜನರು ಬಿಜೆಪಿ ಮತ್ತು ಜೆಡಿಎಸ್ ನ ಈ ಸುಳ್ಳುಗಳನ್ನು ನಂಬುವುದಿಲ್ಲ ಎಂದು ಅವರು ಹೇಳಿದರು. ಸಿದ್ದರಾಮಯ್ಯ ಹಾಗೂ ಡಿ.ಕೆ.ಶಿವಕುಮಾರ್ ಅವರು ಒಗ್ಗಟ್ಟಾಗಿ ಸರ್ಕಾರ ನಡೆಸುತ್ತಿದ್ದು, ಯಾವುದೇ ಗೊಂದಲವಿಲ್ಲ. ಕುಮಾರಸ್ವಾಮಿಯವರು ಈ ರೀತಿ ಹೇಳಿಕೆ ನೀಡುವ ಬದಲು ತಮ್ಮ ಪಕ್ಷದ ಬಗ್ಗೆ ಚಿಂತಿಸಲಿ. ಪ್ರಧಾನಿ ನರೇಂದ್ರ ಮೋದಿಯವರ ಜನವಿರೋಧಿ ನೀತಿಗಳ ಬಗ್ಗೆ ಮಾತನಾಡುವ ಧೈರ್ಯ ಅವರಿಗಿಲ್ಲ. ಕುಮಾರಸ್ವಾಮಿಯವರಿಗೆ ಈ ಗುಣ ಅಭ್ಯಾಸವಾಗಿದೆ ಎಂದು ಕುಟುಕಿದರು. ರಾಜ್ಯದ ಜನತೆಯ ಹಿತಾಸಕ್ತಿಗಾಗಿ ಒಗ್ಗಟ್ಟಾಗಿ ಹೋರಾಡಬೇಕು ಎಂದು ಹೇಳಿದರು. (414, 1001, 593, 1461)
masthead-logo: ಸಂಜೆ ವಾಣಿ (753, 8, 886, 46)
header-separator (303, 33, 305, 50)
story-graduation-col-b: ಎಫ್‌ಟಿಸಿ ಸರ್ವಿಸಸ್, ಹಾಸ್ಪಿಟಾಲಿಟಿ ಆಪರೇಷನ್, ಕಸ್ಟಮರ್ ಸರ್ವಿಸ್, ಸಾಫ್ಟ್ ಸ್ಕಿಲ್ ಸೇರಿದಂತೆ ಕಳವು ರೀತಿಯ ತರಬೇತಿ ನೀಡಲಾಗುತ್ತದೆ. ಇವರಿಗೆ ಅರ್ಜಿ ತರಬೇತಿ ಪಡೆದವರು ತರಬೇತಿ ಕೊಡಿಸಲಾಗುತ್ತದೆ. ಈ ಶೈಕ್ಷಣಿಕ ಸಾಲಿನಲ್ಲಿ 100 ವಿಕಲಚೇತನರಿಗೆ ಪದವಿ ವಿತರಿಸಲಾಗಿದ್ದು, ಭವಿಷ್ಯದಲ್ಲಿ ಇನ್ನಷ್ಟು ವಿಕಲಚೇತನರು ಇದರ ಪ್ರಯೋಜನ ಪಡೆದುಕೊಂಡು ಉದ್ಯೋಗಸ್ಥರಾಗಿ ಸ್ವಾವಲಂಬನೆಯ ಜೀವನ ನಡೆಸುವ ಸಾಮರ್ಥ್ಯ ನಿರ್ಮಿಸಿಕೊಡಲಾಗುವುದು ಎಂದು ಹೇಳಿದರು. ಭಾರತದಾದ್ಯಂತ ಈ ರೀತಿಯ ತರಬೇತಿ ನೀಡುತ್ತಾ ಬರಲಾಗಿದ್ದು, ಈ ಕೇಂದ್ರದಲ್ಲಿ ತರಬೇತಿ ಪಡೆದ ವಿಕಲಚೇತನರು ಉದ್ಯೋಗ ಪಡೆಯುವುದರ ಜೊತೆಗೆ ಆತ್ಮವಿಶ್ವಾಸವನ್ನು ಪಡೆದುಕೊಂಡಿದ್ದಾರೆ. ಇದಕ್ಕಾಗಿ ಸರ್ಕಾರ ಹಾಗೂ ಖಾಸಗಿ ಸಂಸ್ಥೆಗಳ ಸಹಯೋಗದೊಂದಿಗೆ ಉದ್ಯೋಗ ಕೂಡ ದೊರೆಯಲಿದೆ ಎಂದರು. (1262, 1905, 1531, 2143)
story-drugs-col-b: ವೀಸಾ ಅವಧಿ ಮೀರಿ ಅನಧಿಕೃತವಾಗಿ ವಾಸವಾಗಿದ್ದ ವಿದೇಶಿ ಪ್ರಜೆಗಳ ವಿರುದ್ಧ ಇಡೀ ತಂಡವು ಮೈಕೋಲೇಔಟ್‌ನಲ್ಲಿ ಕಾರ್ಯಾಚರಣೆ ಕೈಗೊಂಡು ಇಬ್ಬರು ವಿದೇಶಿ ಮಹಿಳೆಯನ್ನು ವಶಕ್ಕೆ ಪಡೆದು, ಎಫ್ ಆರ್ ಆರ್ ಓ. ಆದೇಶದಂತೆ ಫಾರಿನರ್ಸ್ ಡಿಟೆನ್ಷನ್ ಸೆಂಟರ್‌ಗೆ ಬಿಡಲಾಗಿದೆ. ಉಗಾಂಡ ದೇಶದ ಹಾಗೂ ಜಾಮ್ ಕಾನ್ಸೋ ಮಹಿಳೆಯರು ವೀಸಾ ಅವಧಿ ಮೀರಿದರೂ ಸ್ವದೇಶಕ್ಕೆ ಮರಳದೇ ಅನಧಿಕೃತ ವಾಸವಾಗಿದ್ದರು ಎಂದು ಕಮೀಷನರ್ ತಿಳಿಸಿದರು. ಸಿಸಿಬಿಯ ಅಪರಾಧ-2 ಡಿಸಿಪಿ ಶ್ರೀರಾಜಾ ಇಮಾಮ್ ಖಾಸಿಂ ನೇತೃತ್ವದ ಎಸಿಪಿಗಳಾದ ಹೆಚ್.ಕೆ.ಮಹಾನಂದ್ ಇನ್ಸ್‌ಪೆಕ್ಟರ್‌ಗಳಾದ ಮಂಜುನಾಥ್, ಎಸ್.ಟಿ.ಎಸ್.ಡಿ.ಶಿವರಾಜು ಸಿಬ್ಬಂದಿಯವರ ತಂಡವು ಯಶಸ್ವಿಯಾಗಿ ಈ ಕಾರ್ಯಾಚರಣೆಗಳನ್ನು ಕೈಗೊಂಡಿದೆ ಎಂದರು. (322, 602, 592, 820)
story-msme-col-a: ನವದೆಹಲಿ,ಮಾ.3 : ಉತ್ಪಾದನೆ, ರಾಜಸ್ವ ಮತ್ತು ಎಂಎಸ್‌ಎಂಇಗಳು ಭಾರತೀಯ ಆರ್ಥಿಕತೆಯ ಪ್ರಮುಖ ಆಧಾರ ಸ್ತಂಭಗಳಾಗಿವೆ ಎಂದು ಪ್ರಧಾನಿ ನರೇಂದ್ರ ಮೋದಿ ಇಂದು ಬಣ್ಣಿಸಿದ್ದಾರೆ. ಕೇಂದ್ರ ಬಜೆಟ್ ಕುರಿತ ವೆಬಿನಾರ್ ಉದ್ದೇಶಿಸಿ ಮಾತನಾಡಿದ ಅವರು, ಉತ್ಪಾದನೆ, ರಫ್ತು ಮತ್ತು ಎಂಎಸ್‌ಎಂಇ ವಲಯದ ಕ್ಷೇತ್ರಗಳನ್ನು ಬಲಪಡಿಸುವುದರಿಂದ ಬೆಳವಣಿಗೆಯನ್ನು ವೇಗಗೊಳಿಸಬಹುದು. ಭಾರತದ ಜಾಗತಿಕ ಸ್ಪರ್ಧಾತ್ಮಕತೆಯನ್ನು ಹೆಚ್ಚಿಸುತ್ತದೆ ಎಂದು ಒತ್ತಿ ಹೇಳಿದರು. ಜಾಗತಿಕ ಪೂರೈಕೆ ಸರಪಳಿಯಲ್ಲಿ ಭಾರತದ ಪಾಲನ್ನು ಹೆಚ್ಚಿಸಲು ಮತ್ತು ಸ್ವಾವಲಂಬನೆ ಸಾಧಿಸಲು ಈ ವಲಯಗಳು ಅತ್ಯಂತ ಮಹತ್ವದ್ದಾಗಿವೆ. ಸರ್ಕಾರ ಉದ್ಯಮಿಗಳಿಗೆ ಸುಗಮ ವ್ಯಾಪಾರ ವಾತಾವರಣ ಕಲ್ಪಿಸಲು ಬದ್ಧವಾಗಿದೆ. ಇದಕ್ಕಾಗಿ ಹಲವಾರು ಸುಧಾರಣೆಗಳನ್ನು ಜಾರಿಗೆ ತರಲಾಗಿದೆ. “ನಮ್ಮ ಉತ್ಪನ್ನಗಳ ಗುಣಮಟ್ಟವು ಜಾಗತಿಕ ಮಾನದಂಡಗಳಿಗೆ ಅನುಗುಣವಾಗಿರಬೇಕು. ಗುಣಮಟ್ಟವು ನಮ್ಮ ಗುರುತಾಗಬೇಕು” ಎಂದು ಪ್ರಧಾನಿ ತಿಳಿಸಿದರು. ಉತ್ಪಾದನಾ ವಲಯದಲ್ಲಿ ಭಾರತವು ಹೊಸ ದಾಖಲೆಗಳನ್ನು ನಿರ್ಮಿಸುತ್ತಿದೆ. ಭಾರತವು ಮೊಬೈಲ್ ಫೋನ್ ತಯಾರಿಕೆಯಲ್ಲಿ ವಿಶ್ವದ ಎರಡನೇ ಅತಿದೊಡ್ಡ ರಾಷ್ಟ್ರವಾಗಿದೆ. ಸರ್ಕಾರವು ಸ್ಟಾರ್ಟ್‌ಅಪ್‌ಗಳಿಗೆ ಪ್ರೋತ್ಸಾಹ ನೀಡುತ್ತಿದೆ. ಮುಕ್ತ ವ್ಯಾಪಾರ ಒಪ್ಪಂದಗಳ ಮೂಲಕ ಅವಕಾಶಗಳು ಹೆಚ್ಚಿವೆ. ಭಾರತವು ಹುವಾವು ದೇಶಗಳೊಂದಿಗೆ ಮುಕ್ತ ವ್ಯಾಪಾರ ಒಪ್ಪಂದಗಳನ್ನು ಮಾಡಿಕೊಂಡಿದ್ದು, ದೇಶೀಯ ಕೈಗಾರಿಕೆಗಳು ಮತ್ತು ಉತ್ಪಾದಕರಿಗೆ ಹೊಸ ಮಾರುಕಟ್ಟೆ ತೆರೆದಿವೆ. (982, 526, 1164, 1149)
portrait-illustration (1171, 536, 1337, 771)
bomb-squad-photo (607, 654, 969, 915)
page-number: 2 (44, 7, 75, 58)
headline-ashok-advice: ಸಿಎಂಗೆ ಅಶೋಕ್ ಸಲಹೆ (671, 991, 907, 1026)
story-cm-col-b: ಕರ್ನಾಟಕದ ಇತಿಹಾಸದಲ್ಲಿ ರಾಜಕೀಯ ಇತಿಹಾಸದ ಪುಟಗಳ ಮೇಲೆ ಕಣ್ಣು ಹಾಯಿಸಿದರೆ ಈ ಪೊಳ್ಳು ಪ್ರತಿಪಾದನೆಗಳ ಹಿಂದಿರುವ ಗುಪ್ತ ಕಾರ್ಯಸೂಚಿ ಯಾವುದು ಎನ್ನುವುದು ಅರಿವಾಗುತ್ತದೆ. ಈ ದುರ್ಬುದ್ಧಿಯ ಕಾರಣದಿಂದಾಗಿಯೇ ರಾಜ್ಯದಲ್ಲಿ ರಾಜಕೀಯ ಅಸ್ಥಿರತೆ ಉಂಟಾಗಿ, ಅಭಿವೃದ್ಧಿ ಕೆಲಸಗಳು ಕುಂಠಿತಗೊಂಡಿದ್ದವು. 2004ರಿಂದ 2013ರವರೆಗಿನ ಅವಧಿಯಲ್ಲಿ ಐದು ಬಾರಿ ಮುಖ್ಯಮಂತ್ರಿಗಳು ಬದಲಾದರು. 2018ರಿಂದ 2023ರವರೆಗಿನ ಅವಧಿಯಲ್ಲಿ ಮೂರು ಮುಖ್ಯಮಂತ್ರಿಗಳನ್ನು ರಾಜ್ಯ ಕಂಡಿತು. ಆಪರೇಷನ್ ಕಮಲದ ಮೂಲಕ ಜನಾದೇಶವನ್ನು ಧಿಕ್ಕರಿಸಿ ಅಧಿಕಾರ ಹಿಡಿದವರು ಯಾರು ಎಂಬುದು ಜನರಿಗೆ ಗೊತ್ತಿದೆ. ಎಂದು ಸಿದ್ದರಾಮಯ್ಯ ತಿರುಗೇಟು ನೀಡಿದ್ದಾರೆ. 2018ರಲ್ಲಿ ಹೆಚ್.ಡಿ.ಕುಮಾರಸ್ವಾಮಿಯವರ ಮುಖ್ಯಮಂತ್ರಿತ್ವದ ಸರ್ಕಾರವನ್ನು ಬೀಳಿಸಲು ಆಪರೇಷನ್ ಕಮಲದ ಮೂಲಕ ಶಾಸಕರನ್ನು ಖರೀದಿ ಮಾಡಲಾಯಿತು. ಶಿವಕುಮಾರ್ ಮತ್ತು ನನ್ನ ನಡುವೆ ಬಿರುಕು ಮೂಡಿಸುವ ವಿಫಲ ಯತ್ನ ಮಾಡುತ್ತಿದ್ದಾರೆ. ಸಂಘ ಪರಿವಾರದ ವಿದ್ಯಾರ್ಥಿಗಳಂತೆ ಬಿಜೆಪಿ ಮತ್ತು ಜೆಡಿಎಸ್ ಜಾತ್ಯತೀತ ಪಕ್ಷಗಳು ಸುಳ್ಳು ಸುದ್ದಿ ಹರಡುತ್ತಿವೆ ಎಂದರು. (229, 1001, 405, 1502)
pm-modi-photo (1170, 535, 1337, 770)
karnataka-bhavan-meeting-photo (982, 64, 1531, 352)
